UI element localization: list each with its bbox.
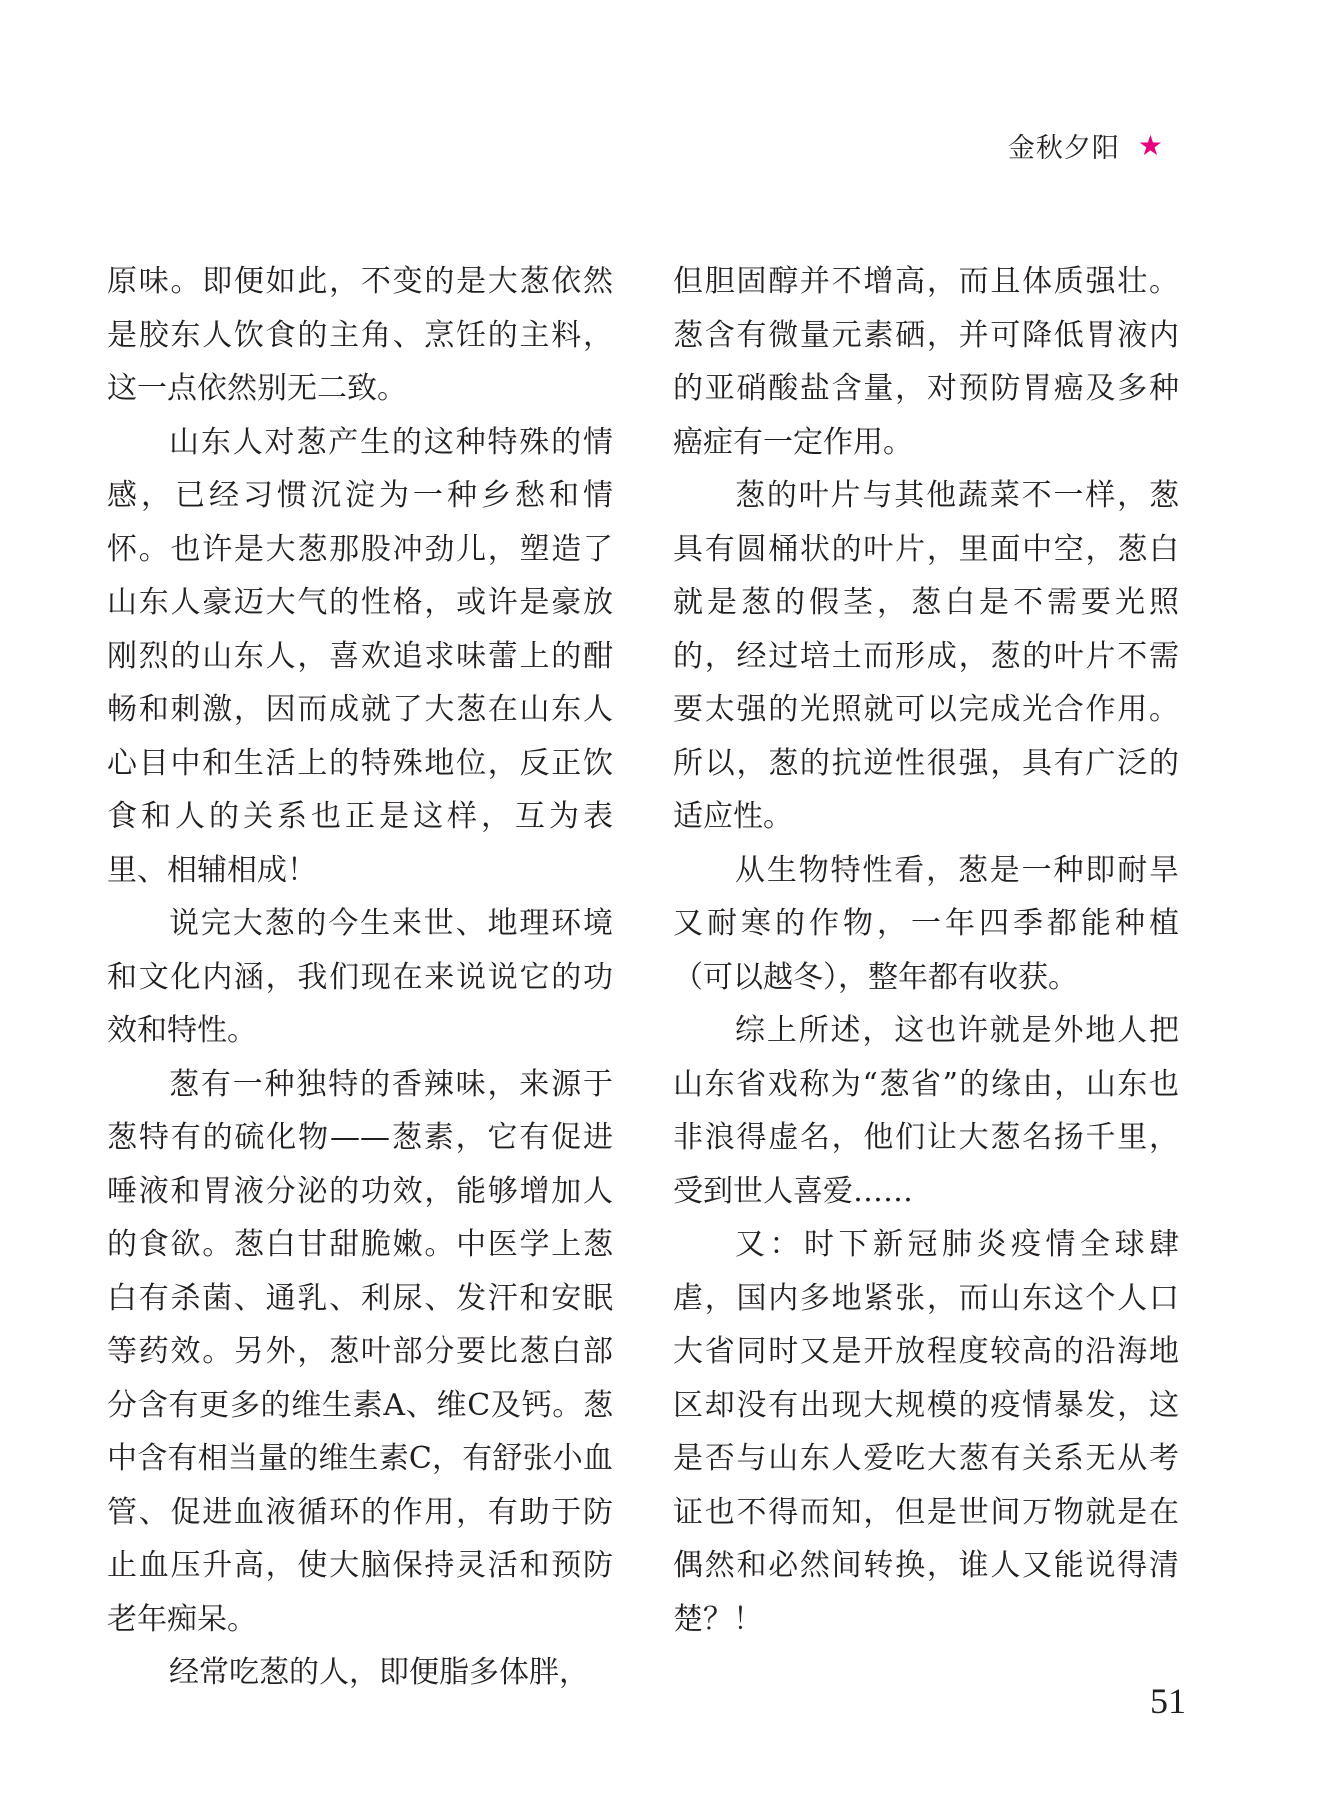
left-column [107,255,613,1700]
paragraph: 经常吃葱的人，即便脂多体胖， [169,1655,589,1690]
paragraph: 原味。即便如此，不变的是大葱依然是胶东人饮食的主角、烹饪的主料，这一点依然别无二致。 [107,264,613,406]
page-number: 51 [1150,1681,1186,1721]
paragraph: 综上所述，这也许就是外地人把山东省戏称为“葱省”的缘由，山东也非浪得虚名，他们让大葱名扬千里，受到世人喜爱…… [673,1013,1179,1209]
paragraph: 山东人对葱产生的这种特殊的情感，已经习惯沉淀为一种乡愁和情怀。也许是大葱那股冲劲儿，塑造了山东人豪迈大气的性格，或许是豪放刚烈的山东人，喜欢追求味蕾上的酣畅和刺激，因而成就了大葱在山东人心目中和生活上的特殊地位，反正饮食和人的关系也正是这样，互为表里、相辅相成！ [107,424,613,888]
paragraph: 从生物特性看，葱是一种即耐旱又耐寒的作物，一年四季都能种植（可以越冬），整年都有收获。 [673,852,1179,995]
star-icon: ★ [1137,128,1163,162]
paragraph: 说完大葱的今生来世、地理环境和文化内涵，我们现在来说说它的功效和特性。 [107,906,613,1048]
running-header [1008,126,1163,165]
paragraph: 但胆固醇并不增高，而且体质强壮。葱含有微量元素硒，并可降低胃液内的亚硝酸盐含量，对预防胃癌及多种癌症有一定作用。 [673,264,1179,460]
paragraph: 葱的叶片与其他蔬菜不一样，葱具有圆桶状的叶片，里面中空，葱白就是葱的假茎，葱白是不需要光照的，经过培土而形成，葱的叶片不需要太强的光照就可以完成光合作用。所以，葱的抗逆性很强，具有广泛的适应性。 [673,478,1179,834]
section-title: 金秋夕阳 [1007,133,1120,164]
right-column [673,255,1179,1646]
paragraph: 葱有一种独特的香辣味，来源于葱特有的硫化物——葱素，它有促进唾液和胃液分泌的功效，能够增加人的食欲。葱白甘甜脆嫩。中医学上葱白有杀菌、通乳、利尿、发汗和安眠等药效。另外，葱叶部分要比葱白部分含有更多的维生素A、维C及钙。葱中含有相当量的维生素C，有舒张小血管、促进血液循环的作用，有助于防止血压升高，使大脑保持灵活和预防老年痴呆。 [107,1066,613,1637]
paragraph: 又：时下新冠肺炎疫情全球肆虐，国内多地紧张，而山东这个人口大省同时又是开放程度较高的沿海地区却没有出现大规模的疫情暴发，这是否与山东人爱吃大葱有关系无从考证也不得而知，但是世间万物就是在偶然和必然间转换，谁人又能说得清楚？！ [673,1227,1179,1637]
